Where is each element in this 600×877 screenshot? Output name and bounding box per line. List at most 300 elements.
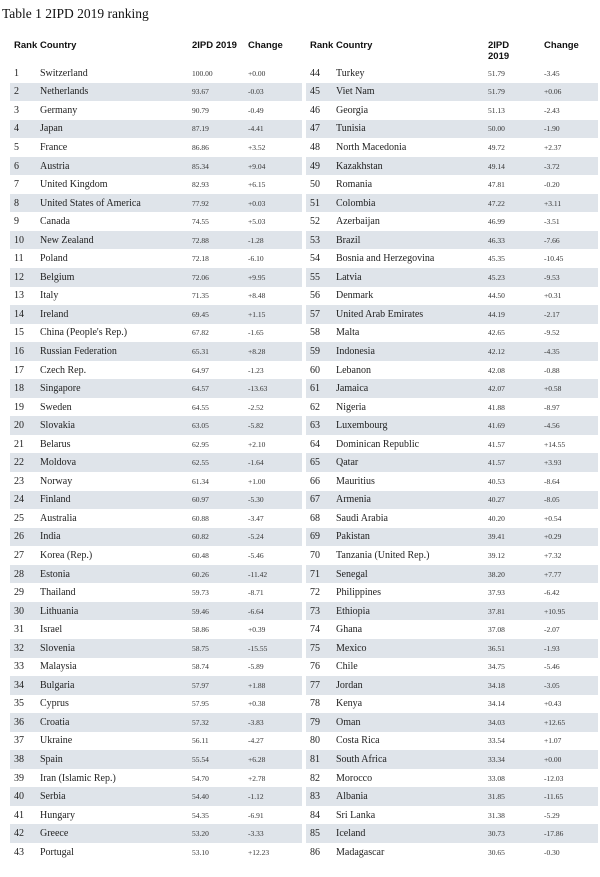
cell-score: 58.75 <box>192 643 209 653</box>
table-row <box>306 472 598 491</box>
cell-change: -4.56 <box>544 421 560 431</box>
cell-rank: 2 <box>14 86 19 98</box>
table-row <box>10 769 302 788</box>
cell-rank: 26 <box>14 531 24 543</box>
cell-rank: 17 <box>14 364 24 376</box>
cell-country: Luxembourg <box>336 420 388 432</box>
cell-change: -5.89 <box>248 662 264 672</box>
cell-country: Armenia <box>336 494 371 506</box>
cell-rank: 83 <box>310 791 320 803</box>
table-row <box>306 528 598 547</box>
table-row <box>10 324 302 343</box>
table-caption: Table 1 2IPD 2019 ranking <box>2 6 149 21</box>
cell-rank: 50 <box>310 179 320 191</box>
cell-country: Portugal <box>40 846 74 858</box>
cell-change: -3.33 <box>248 829 264 839</box>
cell-country: Romania <box>336 179 373 191</box>
cell-score: 53.10 <box>192 847 209 857</box>
cell-score: 38.20 <box>488 569 505 579</box>
cell-change: -9.53 <box>544 272 560 282</box>
cell-score: 44.19 <box>488 309 505 319</box>
cell-change: +3.11 <box>544 198 562 208</box>
table-row <box>306 583 598 602</box>
table-row <box>10 565 302 584</box>
table-row <box>306 231 598 250</box>
header-change: Change <box>248 40 283 51</box>
table-row <box>306 138 598 157</box>
cell-change: -5.30 <box>248 495 264 505</box>
cell-change: -1.64 <box>248 458 264 468</box>
header-score: 2IPD 2019 <box>488 40 510 62</box>
table-row <box>10 361 302 380</box>
cell-change: -5.29 <box>544 810 560 820</box>
cell-rank: 39 <box>14 772 24 784</box>
cell-country: Moldova <box>40 457 77 469</box>
table-row <box>10 398 302 417</box>
cell-rank: 18 <box>14 383 24 395</box>
cell-score: 37.81 <box>488 606 505 616</box>
cell-country: Poland <box>40 253 68 265</box>
cell-rank: 61 <box>310 383 320 395</box>
cell-score: 58.74 <box>192 662 209 672</box>
table-row <box>10 435 302 454</box>
cell-change: -2.52 <box>248 402 264 412</box>
table-row <box>306 695 598 714</box>
cell-rank: 6 <box>14 160 19 172</box>
cell-change: +0.06 <box>544 87 562 97</box>
table-row <box>10 546 302 565</box>
cell-score: 82.93 <box>192 180 209 190</box>
cell-country: Denmark <box>336 290 374 302</box>
table-row <box>10 231 302 250</box>
cell-change: -13.63 <box>248 384 268 394</box>
table-row <box>306 342 598 361</box>
table-row <box>306 194 598 213</box>
cell-rank: 81 <box>310 754 320 765</box>
cell-country: Italy <box>40 290 59 302</box>
table-row <box>306 416 598 435</box>
cell-change: +6.15 <box>248 180 266 190</box>
table-row <box>306 676 598 695</box>
cell-change: -5.24 <box>248 532 264 542</box>
cell-score: 54.40 <box>192 792 209 802</box>
cell-rank: 84 <box>310 809 320 821</box>
table-row <box>10 713 302 732</box>
cell-country: Switzerland <box>40 67 88 79</box>
table-column-left <box>10 40 302 862</box>
cell-score: 34.14 <box>488 699 505 709</box>
cell-rank: 52 <box>310 216 320 228</box>
cell-change: -1.90 <box>544 124 560 134</box>
cell-change: -6.10 <box>248 254 264 264</box>
cell-country: Georgia <box>336 104 369 116</box>
cell-country: Oman <box>336 716 361 728</box>
table-row <box>306 268 598 287</box>
table-row <box>10 138 302 157</box>
cell-change: +0.29 <box>544 532 562 542</box>
cell-country: Australia <box>40 512 77 524</box>
cell-country: Sri Lanka <box>336 809 376 821</box>
cell-change: -10.45 <box>544 254 564 264</box>
cell-score: 33.34 <box>488 755 505 764</box>
cell-score: 51.79 <box>488 68 505 78</box>
cell-score: 42.08 <box>488 365 505 375</box>
table-row <box>10 342 302 361</box>
cell-rank: 70 <box>310 549 320 561</box>
cell-change: -0.03 <box>248 87 264 97</box>
cell-score: 57.97 <box>192 680 209 690</box>
cell-rank: 37 <box>14 735 24 747</box>
cell-change: +0.43 <box>544 699 562 709</box>
cell-rank: 28 <box>14 568 24 580</box>
cell-change: -8.64 <box>544 476 560 486</box>
cell-change: -11.65 <box>544 792 564 802</box>
cell-rank: 82 <box>310 772 320 784</box>
cell-rank: 11 <box>14 253 24 265</box>
cell-score: 44.50 <box>488 291 505 301</box>
cell-country: Pakistan <box>336 531 370 543</box>
cell-score: 74.55 <box>192 217 209 227</box>
cell-score: 41.57 <box>488 458 505 468</box>
cell-country: Latvia <box>336 271 362 283</box>
cell-country: Kenya <box>336 698 363 710</box>
table-row <box>10 212 302 231</box>
cell-rank: 22 <box>14 457 24 469</box>
cell-change: -2.07 <box>544 625 560 635</box>
table-row <box>306 787 598 806</box>
table-row <box>306 509 598 528</box>
cell-score: 34.18 <box>488 680 505 690</box>
cell-change: +14.55 <box>544 439 566 449</box>
cell-score: 53.20 <box>192 829 209 839</box>
cell-score: 60.88 <box>192 513 209 523</box>
cell-rank: 49 <box>310 160 320 172</box>
cell-score: 41.69 <box>488 421 505 431</box>
table-row <box>10 379 302 398</box>
cell-score: 46.33 <box>488 235 505 245</box>
cell-score: 34.75 <box>488 662 505 672</box>
table-row <box>10 120 302 139</box>
table-row <box>306 546 598 565</box>
cell-country: Sweden <box>40 401 72 413</box>
table-row <box>10 472 302 491</box>
cell-change: -5.82 <box>248 421 264 431</box>
cell-country: Ghana <box>336 624 363 636</box>
cell-country: Estonia <box>40 568 70 580</box>
cell-score: 60.26 <box>192 569 209 579</box>
cell-rank: 12 <box>14 271 24 283</box>
cell-change: +12.23 <box>248 847 270 857</box>
cell-rank: 30 <box>14 605 24 617</box>
cell-rank: 45 <box>310 86 320 98</box>
ranking-table <box>10 40 598 862</box>
cell-country: Malaysia <box>40 661 77 673</box>
cell-change: -4.41 <box>248 124 264 134</box>
table-row <box>306 398 598 417</box>
cell-country: Kazakhstan <box>336 160 383 172</box>
cell-country: Malta <box>336 327 360 339</box>
table-row <box>306 361 598 380</box>
cell-rank: 9 <box>14 216 19 228</box>
table-row <box>10 453 302 472</box>
cell-change: -3.72 <box>544 161 560 171</box>
cell-change: +2.10 <box>248 439 266 449</box>
cell-rank: 77 <box>310 679 320 691</box>
table-body-left <box>10 64 302 862</box>
table-body-right <box>306 64 598 862</box>
cell-rank: 66 <box>310 475 320 487</box>
cell-country: Jamaica <box>336 383 369 395</box>
cell-score: 55.54 <box>192 755 209 764</box>
cell-country: Dominican Republic <box>336 438 420 450</box>
cell-score: 59.73 <box>192 588 209 598</box>
header-change: Change <box>544 40 579 51</box>
cell-country: Lithuania <box>40 605 79 617</box>
cell-change: +0.31 <box>544 291 562 301</box>
cell-change: -1.23 <box>248 365 264 375</box>
table-row <box>306 491 598 510</box>
table-row <box>306 212 598 231</box>
cell-rank: 14 <box>14 308 24 320</box>
header-rank: Rank <box>14 40 38 51</box>
cell-rank: 59 <box>310 345 320 357</box>
cell-change: +7.32 <box>544 550 562 560</box>
table-row <box>10 83 302 102</box>
cell-rank: 65 <box>310 457 320 469</box>
cell-country: Madagascar <box>336 846 385 858</box>
cell-country: Korea (Rep.) <box>40 549 93 561</box>
cell-rank: 27 <box>14 549 24 561</box>
cell-rank: 63 <box>310 420 320 432</box>
table-row <box>10 287 302 306</box>
table-row <box>306 620 598 639</box>
cell-score: 72.88 <box>192 235 209 245</box>
cell-country: Russian Federation <box>40 345 117 357</box>
table-row <box>10 806 302 825</box>
cell-rank: 79 <box>310 716 320 728</box>
table-row <box>306 324 598 343</box>
cell-country: Mauritius <box>336 475 375 487</box>
cell-change: -3.51 <box>544 217 560 227</box>
cell-score: 61.34 <box>192 476 209 486</box>
cell-score: 64.97 <box>192 365 209 375</box>
cell-rank: 25 <box>14 512 24 524</box>
table-row <box>306 658 598 677</box>
cell-score: 31.85 <box>488 792 505 802</box>
cell-change: +6.28 <box>248 755 266 764</box>
table-row <box>306 639 598 658</box>
cell-change: +2.78 <box>248 773 266 783</box>
table-row <box>10 157 302 176</box>
cell-score: 87.19 <box>192 124 209 134</box>
table-row <box>10 620 302 639</box>
cell-rank: 56 <box>310 290 320 302</box>
cell-country: United States of America <box>40 197 141 209</box>
cell-rank: 80 <box>310 735 320 747</box>
cell-change: +9.04 <box>248 161 266 171</box>
cell-country: South Africa <box>336 754 387 765</box>
cell-rank: 73 <box>310 605 320 617</box>
cell-rank: 44 <box>310 67 320 79</box>
cell-rank: 53 <box>310 234 320 246</box>
cell-rank: 51 <box>310 197 320 209</box>
cell-rank: 54 <box>310 253 320 265</box>
table-row <box>306 806 598 825</box>
cell-score: 62.95 <box>192 439 209 449</box>
cell-country: Hungary <box>40 809 75 821</box>
cell-change: +0.00 <box>544 755 562 764</box>
cell-score: 60.82 <box>192 532 209 542</box>
cell-change: -6.42 <box>544 588 560 598</box>
cell-rank: 16 <box>14 345 24 357</box>
cell-change: +0.39 <box>248 625 266 635</box>
cell-score: 42.12 <box>488 346 505 356</box>
cell-rank: 43 <box>14 846 24 858</box>
cell-change: -12.03 <box>544 773 564 783</box>
cell-score: 57.32 <box>192 717 209 727</box>
cell-score: 86.86 <box>192 142 209 152</box>
cell-rank: 21 <box>14 438 24 450</box>
cell-rank: 60 <box>310 364 320 376</box>
cell-score: 40.27 <box>488 495 505 505</box>
table-row <box>10 64 302 83</box>
cell-score: 60.48 <box>192 550 209 560</box>
cell-country: Norway <box>40 475 73 487</box>
cell-change: -17.86 <box>544 829 564 839</box>
cell-change: -1.28 <box>248 235 264 245</box>
table-column-right <box>306 40 598 862</box>
cell-change: +12.65 <box>544 717 566 727</box>
cell-rank: 74 <box>310 624 320 636</box>
table-row <box>306 453 598 472</box>
cell-rank: 72 <box>310 587 320 599</box>
cell-country: Greece <box>40 828 69 840</box>
cell-country: Viet Nam <box>336 86 375 98</box>
cell-change: +5.03 <box>248 217 266 227</box>
cell-change: +7.77 <box>544 569 562 579</box>
cell-country: Netherlands <box>40 86 89 98</box>
table-row <box>10 175 302 194</box>
cell-rank: 15 <box>14 327 24 339</box>
cell-rank: 47 <box>310 123 320 135</box>
cell-score: 72.18 <box>192 254 209 264</box>
cell-score: 54.35 <box>192 810 209 820</box>
table-row <box>306 249 598 268</box>
cell-rank: 20 <box>14 420 24 432</box>
cell-score: 71.35 <box>192 291 209 301</box>
table-row <box>306 64 598 83</box>
cell-rank: 3 <box>14 104 19 116</box>
cell-score: 39.12 <box>488 550 505 560</box>
table-header-row <box>10 40 302 64</box>
cell-country: Japan <box>40 123 63 135</box>
cell-country: Iran (Islamic Rep.) <box>40 772 116 784</box>
cell-country: Austria <box>40 160 70 172</box>
cell-change: +0.03 <box>248 198 266 208</box>
cell-country: Iceland <box>336 828 366 840</box>
cell-country: Senegal <box>336 568 368 580</box>
cell-change: +3.52 <box>248 142 266 152</box>
table-row <box>10 194 302 213</box>
table-row <box>306 305 598 324</box>
cell-score: 47.81 <box>488 180 505 190</box>
cell-change: -6.64 <box>248 606 264 616</box>
cell-score: 47.22 <box>488 198 505 208</box>
cell-change: -8.71 <box>248 588 264 598</box>
cell-country: Colombia <box>336 197 376 209</box>
cell-change: -5.46 <box>248 550 264 560</box>
cell-score: 65.31 <box>192 346 209 356</box>
cell-change: +0.58 <box>544 384 562 394</box>
cell-change: -2.43 <box>544 105 560 115</box>
table-row <box>10 268 302 287</box>
cell-country: Belgium <box>40 271 75 283</box>
table-row <box>306 83 598 102</box>
cell-country: India <box>40 531 61 543</box>
cell-score: 54.70 <box>192 773 209 783</box>
cell-score: 33.08 <box>488 773 505 783</box>
cell-score: 37.93 <box>488 588 505 598</box>
cell-change: -3.83 <box>248 717 264 727</box>
cell-score: 45.35 <box>488 254 505 264</box>
table-row <box>306 175 598 194</box>
cell-rank: 75 <box>310 642 320 654</box>
cell-country: Albania <box>336 791 368 803</box>
cell-change: -6.91 <box>248 810 264 820</box>
table-row <box>306 750 598 769</box>
header-country: Country <box>40 40 77 51</box>
cell-score: 64.55 <box>192 402 209 412</box>
cell-score: 40.20 <box>488 513 505 523</box>
table-row <box>306 602 598 621</box>
cell-score: 42.07 <box>488 384 505 394</box>
cell-country: Cyprus <box>40 698 69 710</box>
cell-score: 62.55 <box>192 458 209 468</box>
table-row <box>306 120 598 139</box>
cell-country: Chile <box>336 661 358 673</box>
cell-country: Tunisia <box>336 123 366 135</box>
header-score: 2IPD 2019 <box>192 40 237 51</box>
cell-change: -9.52 <box>544 328 560 338</box>
cell-country: Ethiopia <box>336 605 370 617</box>
cell-country: Finland <box>40 494 71 506</box>
table-row <box>10 101 302 120</box>
cell-change: -0.30 <box>544 847 560 857</box>
cell-rank: 76 <box>310 661 320 673</box>
table-row <box>306 379 598 398</box>
cell-rank: 69 <box>310 531 320 543</box>
cell-score: 63.05 <box>192 421 209 431</box>
cell-score: 77.92 <box>192 198 209 208</box>
cell-score: 31.38 <box>488 810 505 820</box>
cell-country: Ireland <box>40 308 69 320</box>
cell-score: 51.79 <box>488 87 505 97</box>
cell-change: -2.17 <box>544 309 560 319</box>
cell-score: 30.65 <box>488 847 505 857</box>
cell-change: -3.05 <box>544 680 560 690</box>
cell-change: -1.12 <box>248 792 264 802</box>
table-row <box>306 732 598 751</box>
table-row <box>306 843 598 862</box>
cell-country: Slovenia <box>40 642 75 654</box>
header-rank: Rank <box>310 40 334 51</box>
cell-change: -1.93 <box>544 643 560 653</box>
table-row <box>10 750 302 769</box>
cell-score: 37.08 <box>488 625 505 635</box>
cell-score: 51.13 <box>488 105 505 115</box>
cell-country: Canada <box>40 216 70 228</box>
cell-score: 67.82 <box>192 328 209 338</box>
